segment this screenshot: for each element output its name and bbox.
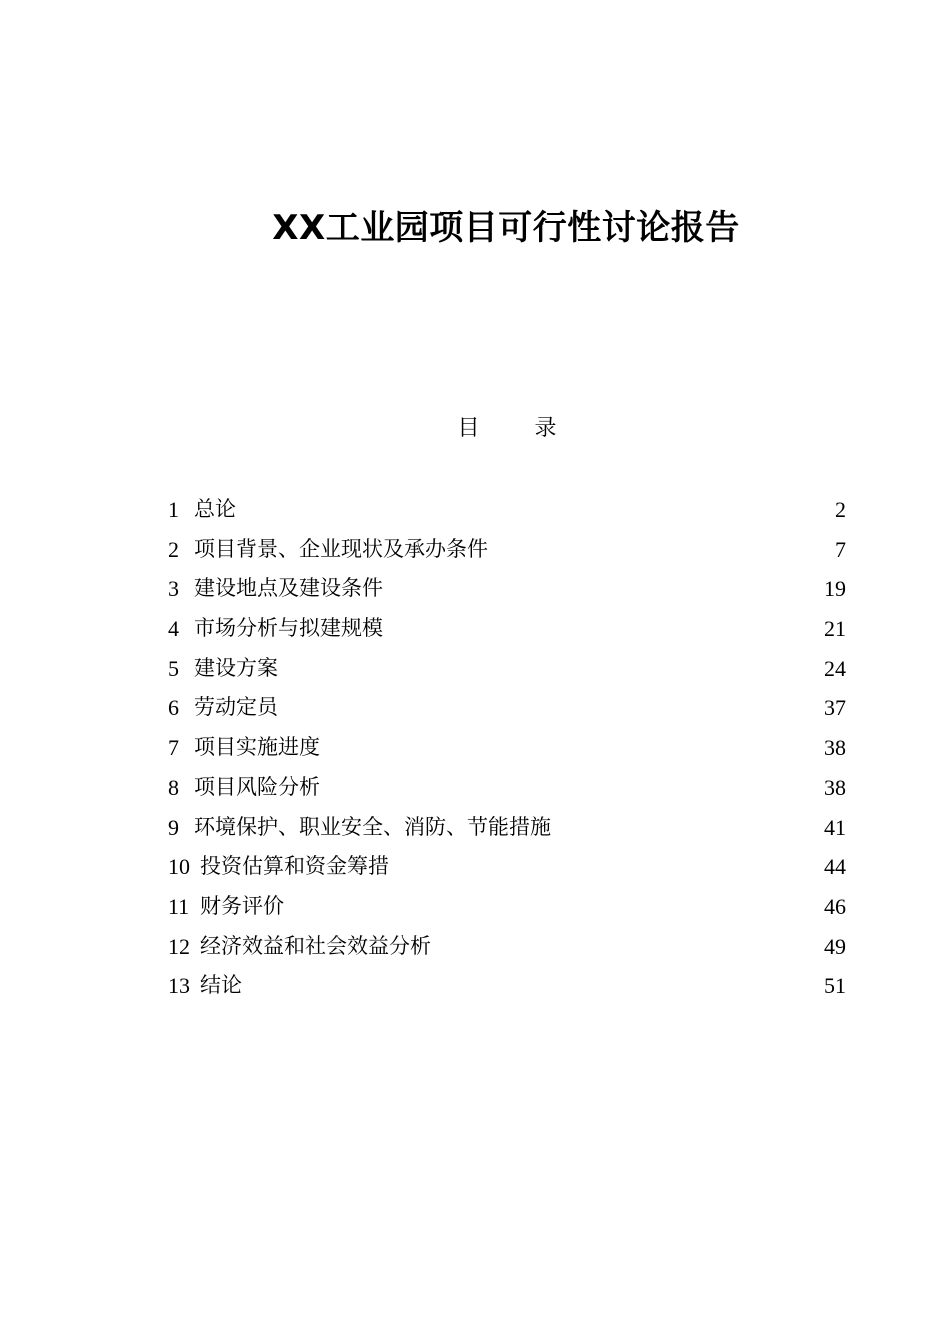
toc-entry-6[interactable] xyxy=(168,688,846,728)
toc-entry-number: 6 xyxy=(168,695,179,721)
toc-entry-8[interactable] xyxy=(168,768,846,808)
toc-entry-10[interactable] xyxy=(168,847,846,887)
toc-entry-13[interactable] xyxy=(168,966,846,1006)
toc-entry-page: 7 xyxy=(835,536,846,562)
toc-entry-page: 38 xyxy=(824,735,846,761)
toc-entry-number: 10 xyxy=(168,854,190,880)
toc-entry-number: 13 xyxy=(168,973,190,999)
toc-entry-page: 46 xyxy=(824,893,846,919)
toc-entry-9[interactable] xyxy=(168,808,846,848)
toc-entry-1[interactable] xyxy=(168,490,846,530)
toc-entry-2[interactable] xyxy=(168,530,846,570)
toc-entry-label: 财务评价 xyxy=(200,893,284,918)
toc-entry-page: 19 xyxy=(824,576,846,602)
toc-entry-label: 市场分析与拟建规模 xyxy=(194,616,383,641)
toc-entry-number: 5 xyxy=(168,655,179,681)
toc-entry-label: 结论 xyxy=(200,973,242,998)
toc-entry-number: 9 xyxy=(168,814,179,840)
toc-entry-5[interactable] xyxy=(168,649,846,689)
toc-entry-number: 3 xyxy=(168,576,179,602)
toc-entry-number: 2 xyxy=(168,536,179,562)
toc-entry-page: 24 xyxy=(824,655,846,681)
toc-entry-page: 51 xyxy=(824,973,846,999)
toc-entry-number: 4 xyxy=(168,616,179,642)
toc-entry-label: 总论 xyxy=(194,497,236,521)
toc-entry-label: 建设地点及建设条件 xyxy=(194,576,383,601)
toc-entry-page: 44 xyxy=(824,854,846,880)
toc-entry-label: 经济效益和社会效益分析 xyxy=(200,933,431,958)
toc-entry-number: 1 xyxy=(168,497,179,522)
toc-entry-page: 2 xyxy=(835,497,846,522)
toc-heading: 目 录 xyxy=(457,416,581,441)
toc-entry-label: 投资估算和资金筹措 xyxy=(200,854,389,879)
document-title: XX工业园项目可行性讨论报告 xyxy=(272,208,740,248)
toc-entry-label: 建设方案 xyxy=(194,655,278,680)
toc-entry-page: 49 xyxy=(824,933,846,959)
toc-entry-7[interactable] xyxy=(168,728,846,768)
toc-entry-number: 8 xyxy=(168,774,179,800)
toc-entry-label: 环境保护、职业安全、消防、节能措施 xyxy=(194,814,551,839)
toc-entry-label: 项目风险分析 xyxy=(194,774,320,799)
toc-entry-number: 12 xyxy=(168,933,190,959)
table-of-contents xyxy=(168,490,846,1006)
toc-entry-label: 项目实施进度 xyxy=(194,735,320,760)
toc-entry-label: 项目背景、企业现状及承办条件 xyxy=(194,536,488,561)
toc-entry-page: 41 xyxy=(824,814,846,840)
toc-entry-4[interactable] xyxy=(168,609,846,649)
toc-entry-page: 21 xyxy=(824,616,846,642)
toc-entry-11[interactable] xyxy=(168,887,846,927)
toc-entry-page: 38 xyxy=(824,774,846,800)
toc-entry-page: 37 xyxy=(824,695,846,721)
toc-entry-number: 7 xyxy=(168,735,179,761)
toc-entry-number: 11 xyxy=(168,893,190,919)
toc-entry-12[interactable] xyxy=(168,927,846,967)
toc-entry-3[interactable] xyxy=(168,569,846,609)
toc-entry-label: 劳动定员 xyxy=(194,695,278,720)
